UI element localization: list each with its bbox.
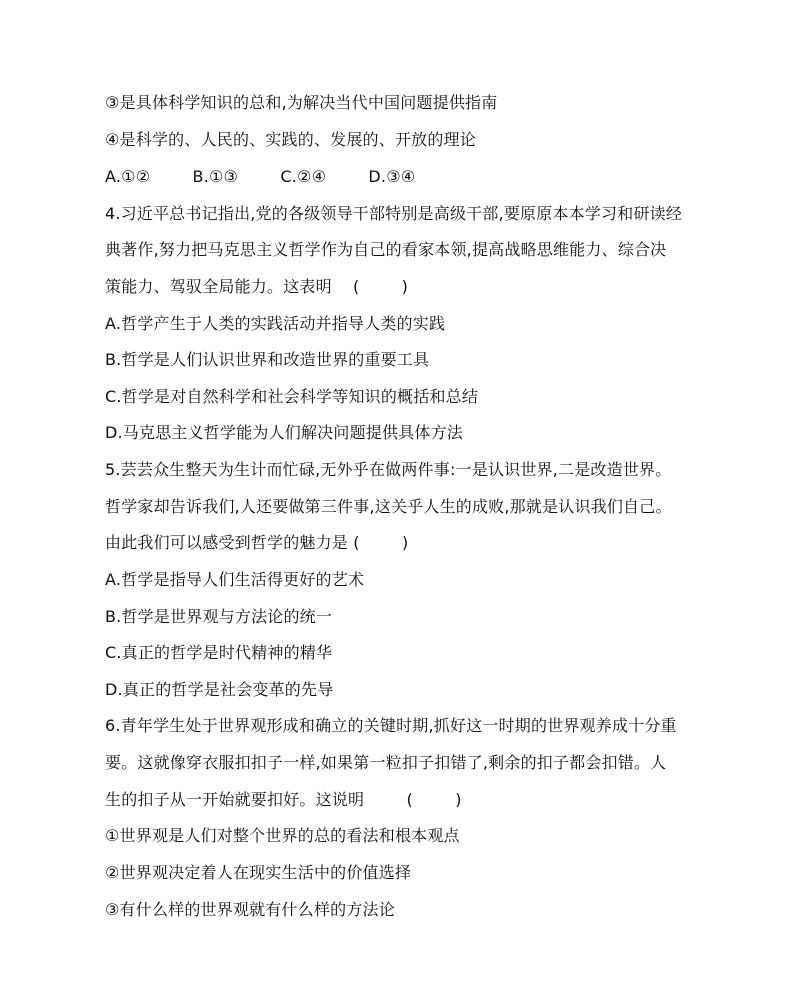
question-4-stem-line-1: 4.习近平总书记指出,党的各级领导干部特别是高级干部,要原原本本学习和研读经	[105, 204, 683, 223]
question-6-statement-1: ①世界观是人们对整个世界的总的看法和根本观点	[105, 826, 460, 845]
question-4-stem-line-3: 策能力、驾驭全局能力。这表明 ( )	[105, 277, 409, 296]
question-6-stem-line-2: 要。这就像穿衣服扣扣子一样,如果第一粒扣子扣错了,剩余的扣子都会扣错。人	[105, 753, 667, 772]
question-6-statement-2: ②世界观决定着人在现实生活中的价值选择	[105, 863, 412, 882]
question-6-stem-line-3: 生的扣子从一开始就要扣好。这说明 ( )	[105, 790, 462, 809]
question-5-option-b: B.哲学是世界观与方法论的统一	[105, 607, 333, 626]
question-4-stem-line-2: 典著作,努力把马克思主义哲学作为自己的看家本领,提高战略思维能力、综合决	[105, 240, 667, 259]
answer-choices-q3: A.①② B.①③ C.②④ D.③④	[105, 167, 416, 186]
question-4-option-c: C.哲学是对自然科学和社会科学等知识的概括和总结	[105, 387, 479, 406]
question-5-stem-line-2: 哲学家却告诉我们,人还要做第三件事,这关乎人生的成败,那就是认识我们自己。	[105, 497, 672, 516]
question-4-option-a: A.哲学产生于人类的实践活动并指导人类的实践	[105, 314, 446, 333]
question-6-statement-3: ③有什么样的世界观就有什么样的方法论	[105, 900, 395, 919]
question-6-stem-line-1: 6.青年学生处于世界观形成和确立的关键时期,抓好这一时期的世界观养成十分重	[105, 716, 677, 735]
question-4-option-d: D.马克思主义哲学能为人们解决问题提供具体方法	[105, 423, 464, 442]
question-5-stem-line-3: 由此我们可以感受到哲学的魅力是 ( )	[105, 533, 409, 552]
option-line-3: ③是具体科学知识的总和,为解决当代中国问题提供指南	[105, 93, 498, 112]
option-line-4: ④是科学的、人民的、实践的、发展的、开放的理论	[105, 130, 476, 149]
question-5-stem-line-1: 5.芸芸众生整天为生计而忙碌,无外乎在做两件事:一是认识世界,二是改造世界。	[105, 460, 672, 479]
question-5-option-d: D.真正的哲学是社会变革的先导	[105, 680, 334, 699]
question-4-option-b: B.哲学是人们认识世界和改造世界的重要工具	[105, 350, 430, 369]
question-5-option-a: A.哲学是指导人们生活得更好的艺术	[105, 570, 365, 589]
question-5-option-c: C.真正的哲学是时代精神的精华	[105, 643, 333, 662]
